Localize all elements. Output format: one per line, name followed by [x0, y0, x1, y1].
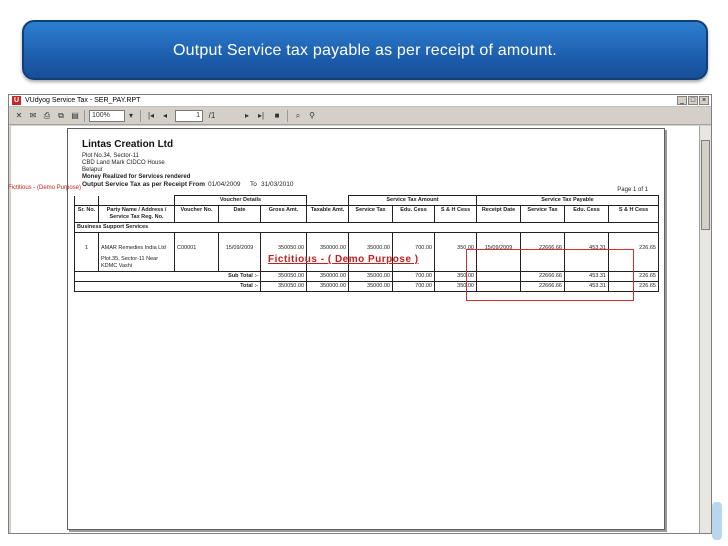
subtotal-pay-sh-cess: 226.65 — [609, 272, 659, 282]
category-label: Business Support Services — [75, 223, 659, 233]
row-pay-service-tax: 22666.66 — [521, 233, 565, 272]
voucher-details-header: Voucher Details — [175, 196, 307, 206]
category-row — [75, 223, 659, 233]
subtotal-label: Sub Total :- — [75, 272, 261, 282]
party-name: AMAR Remedies India Ltd — [101, 245, 166, 251]
row-gross: 350050.00 — [261, 233, 307, 272]
subtotal-service-tax: 35000.00 — [349, 272, 393, 282]
total-pay-service-tax: 22666.66 — [521, 282, 565, 292]
col-party: Party Name / Address / Service Tax Reg. No. — [99, 206, 175, 223]
maximize-button[interactable]: □ — [688, 96, 698, 105]
from-date: 01/04/2009 — [208, 181, 241, 188]
copy-icon[interactable]: ⧉ — [58, 111, 64, 120]
slide-title-banner — [22, 20, 708, 80]
col-pay-edu-cess: Edu. Cess — [565, 206, 609, 223]
page-total: /1 — [208, 111, 216, 120]
address-line: CBD Land Mark CIDCO House — [82, 160, 165, 166]
row-edu-cess: 700.00 — [393, 233, 435, 272]
total-edu-cess: 700.00 — [393, 282, 435, 292]
vertical-scrollbar[interactable] — [699, 126, 711, 533]
close-button[interactable]: × — [699, 96, 709, 105]
money-realized-label: Money Realized for Services rendered — [82, 174, 191, 180]
group-header-row — [75, 196, 659, 206]
party-address: Plot.35, Sector-11 Near — [101, 256, 159, 262]
subtotal-gross: 350050.00 — [261, 272, 307, 282]
col-receipt-date: Receipt Date — [477, 206, 521, 223]
subtotal-taxable: 350000.00 — [307, 272, 349, 282]
last-page-icon[interactable]: ▸| — [257, 111, 265, 120]
row-sr: 1 — [75, 233, 99, 272]
report-page — [8, 128, 665, 530]
row-service-tax: 35000.00 — [349, 233, 393, 272]
total-label: Total :- — [75, 282, 261, 292]
find-icon[interactable]: ⚲ — [309, 111, 315, 120]
window-title: VUdyog Service Tax - SER_PAY.RPT — [25, 97, 141, 104]
col-edu-cess: Edu. Cess — [393, 206, 435, 223]
watermark-left: Fictitious - (Demo Purpose) — [8, 185, 82, 191]
zoom-select[interactable]: 100% — [89, 110, 125, 122]
col-service-tax: Service Tax — [349, 206, 393, 223]
company-name: Lintas Creation Ltd — [82, 139, 174, 150]
col-gross: Gross Amt. — [261, 206, 307, 223]
minimize-button[interactable]: _ — [677, 96, 687, 105]
col-sh-cess: S & H Cess — [435, 206, 477, 223]
st-amount-header: Service Tax Amount — [349, 196, 477, 206]
address-line: Belapur — [82, 167, 103, 173]
total-sh-cess: 350.00 — [435, 282, 477, 292]
report-viewer[interactable] — [8, 126, 711, 533]
first-page-icon[interactable]: |◂ — [147, 111, 155, 120]
slide-title: Output Service tax payable as per receipt of amount. — [173, 42, 557, 59]
col-pay-service-tax: Service Tax — [521, 206, 565, 223]
window-controls — [677, 96, 709, 105]
report-subtitle: Output Service Tax as per Receipt From — [82, 181, 206, 188]
subtotal-edu-cess: 700.00 — [393, 272, 435, 282]
next-page-icon[interactable]: ▸ — [244, 111, 249, 120]
col-date: Date — [219, 206, 261, 223]
subtotal-pay-edu-cess: 453.31 — [565, 272, 609, 282]
stop-icon[interactable]: ■ — [274, 111, 280, 120]
row-party — [99, 233, 175, 272]
row-pay-edu-cess: 453.31 — [565, 233, 609, 272]
st-payable-header: Service Tax Payable — [477, 196, 659, 206]
print-icon[interactable]: ⎙ — [43, 111, 51, 120]
slide-corner-decoration — [712, 502, 722, 540]
row-sh-cess: 350.00 — [435, 233, 477, 272]
col-voucher-no: Voucher No. — [175, 206, 219, 223]
chevron-down-icon[interactable]: ▾ — [128, 111, 133, 120]
total-gross: 350050.00 — [261, 282, 307, 292]
row-date: 15/09/2009 — [219, 233, 261, 272]
column-header-row — [75, 206, 659, 223]
subtotal-sh-cess: 350.00 — [435, 272, 477, 282]
row-taxable: 350000.00 — [307, 233, 349, 272]
report-toolbar — [9, 108, 711, 125]
address-line: Plot No.34, Sector-11 — [82, 153, 139, 159]
scrollbar-thumb[interactable] — [701, 140, 710, 230]
close-report-icon[interactable]: ✕ — [15, 111, 23, 120]
row-voucher-no: C00001 — [175, 233, 219, 272]
page-number-input[interactable]: 1 — [175, 110, 203, 122]
demo-purpose-stamp: Fictitious - ( Demo Purpose ) — [268, 254, 419, 265]
row-receipt-date: 15/09/2009 — [477, 233, 521, 272]
total-pay-sh-cess: 226.65 — [609, 282, 659, 292]
prev-page-icon[interactable]: ◂ — [162, 111, 167, 120]
subtotal-pay-service-tax: 22666.66 — [521, 272, 565, 282]
report-window — [8, 94, 712, 534]
search-icon[interactable]: ⌕ — [295, 111, 301, 120]
party-address: KDMC Vashi — [101, 263, 133, 269]
page-of: Page 1 of 1 — [617, 187, 648, 193]
col-taxable: Taxable Amt. — [307, 206, 349, 223]
export-icon[interactable]: ✉ — [29, 111, 37, 120]
setup-icon[interactable]: ▤ — [71, 111, 79, 120]
app-icon: U — [13, 97, 20, 104]
total-taxable: 350000.00 — [307, 282, 349, 292]
window-titlebar[interactable] — [9, 95, 711, 107]
total-service-tax: 35000.00 — [349, 282, 393, 292]
to-date: 31/03/2010 — [261, 181, 294, 188]
highlight-box — [466, 249, 634, 301]
col-sr: Sr. No. — [75, 206, 99, 223]
to-label: To — [250, 181, 257, 188]
total-pay-edu-cess: 453.31 — [565, 282, 609, 292]
row-pay-sh-cess: 226.65 — [609, 233, 659, 272]
col-pay-sh-cess: S & H Cess — [609, 206, 659, 223]
